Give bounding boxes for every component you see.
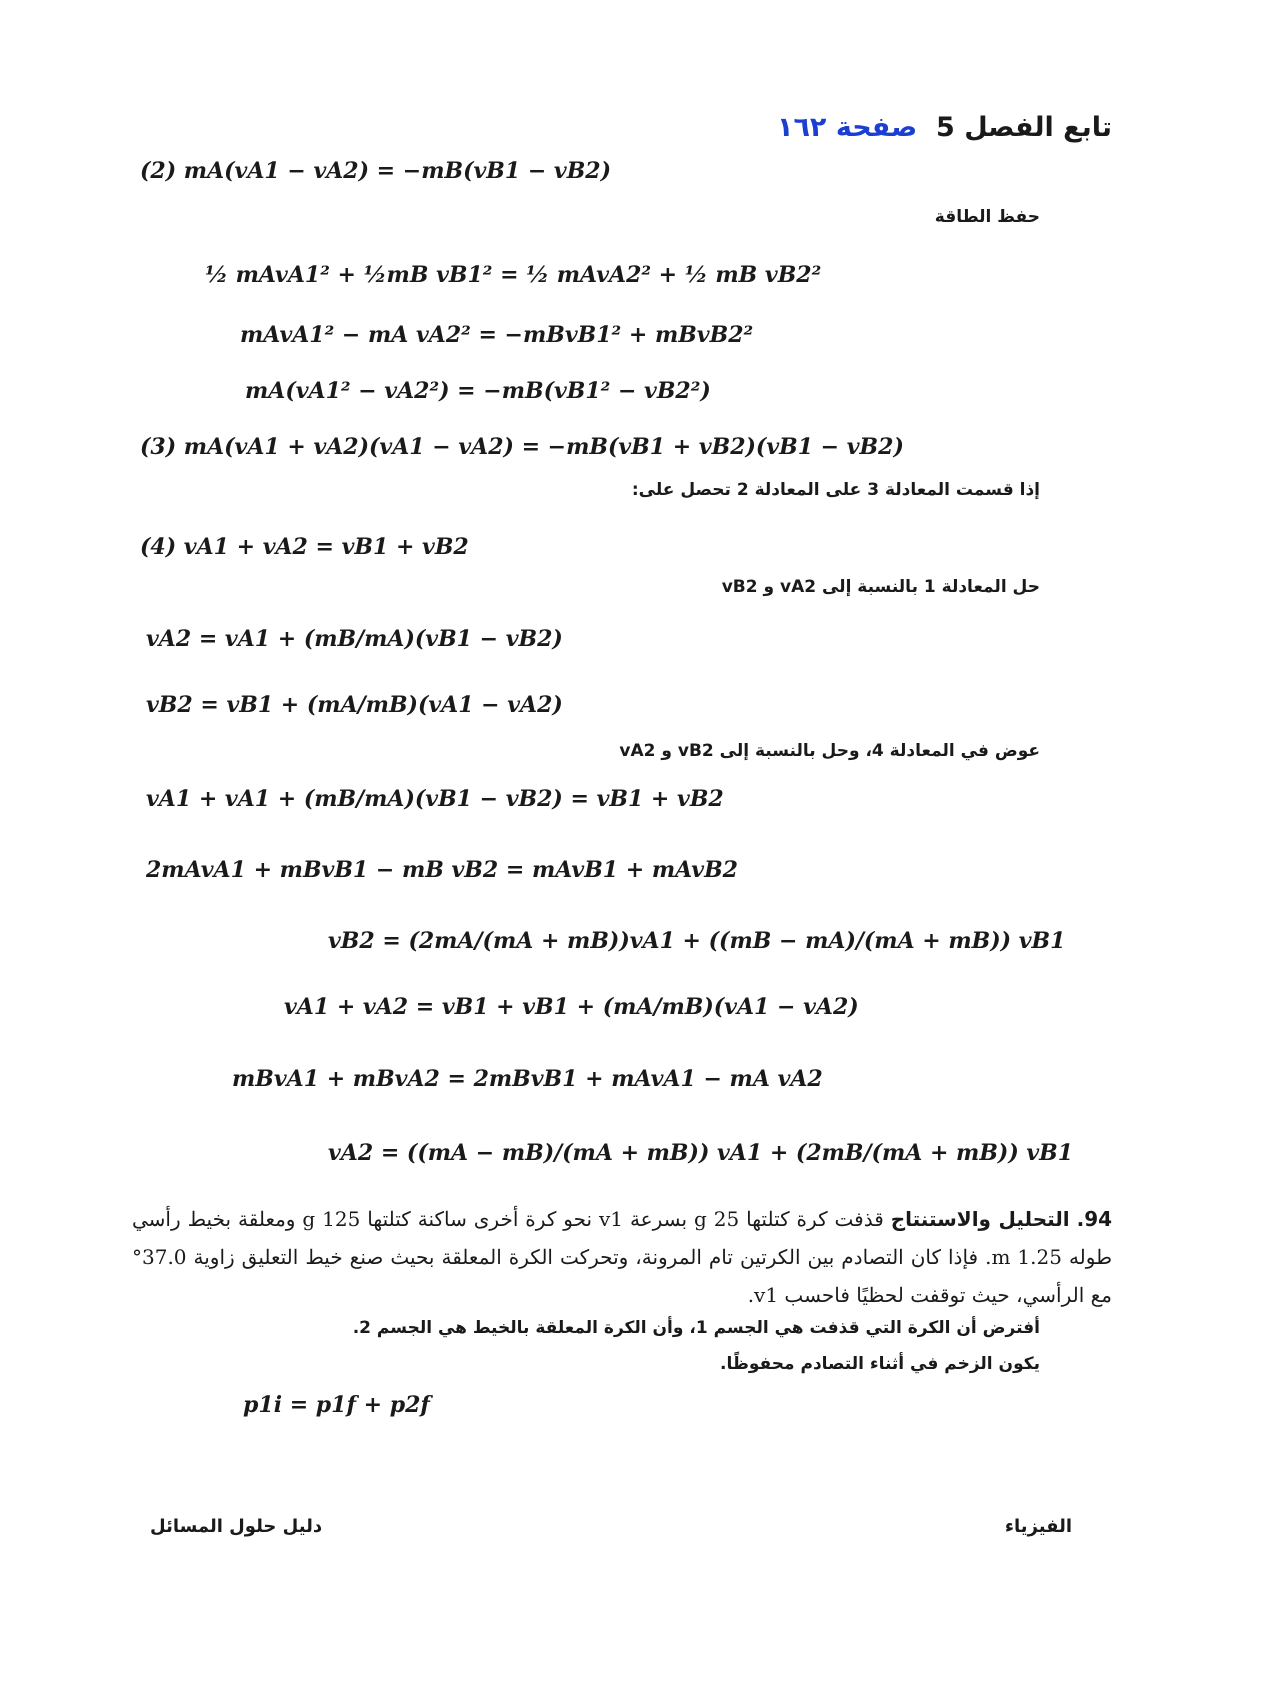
momentum-equation: p1i = p1f + p2f [243,1392,430,1418]
page-reference: صفحة ١٦٢ [776,112,918,143]
chapter-title: تابع الفصل 5 [936,112,1112,143]
result-vB2: vB2 = (2mA/(mA + mB))vA1 + ((mB − mA)/(mA + mB)) vB1 [328,928,1066,954]
energy-equation-1: ½ mAvA1² + ½mB vB1² = ½ mAvA2² + ½ mB vB2² [205,262,822,288]
substitution-3: vA1 + vA2 = vB1 + vB1 + (mA/mB)(vA1 − vA2) [284,994,859,1020]
equation-4: (4) vA1 + vA2 = vB1 + vB2 [140,534,469,560]
substitution-2: 2mAvA1 + mBvB1 − mB vB2 = mAvB1 + mAvB2 [146,857,738,883]
substitution-1: vA1 + vA1 + (mB/mA)(vB1 − vB2) = vB1 + vB2 [146,786,724,812]
problem-94 [132,1200,1112,1314]
problem-heading: التحليل والاستنتاج [890,1207,1070,1231]
footer-right: الفيزياء [1004,1516,1072,1537]
page-header [777,112,1112,143]
equation-3: (3) mA(vA1 + vA2)(vA1 − vA2) = −mB(vB1 + vB2)(vB1 − vB2) [140,434,904,460]
label-solve-eq1: حل المعادلة 1 بالنسبة إلى vA2 و vB2 [721,577,1040,597]
substitution-4: mBvA1 + mBvA2 = 2mBvB1 + mAvA1 − mA vA2 [232,1066,823,1092]
label-substitute: عوض في المعادلة 4، وحل بالنسبة إلى vB2 و vA2 [619,741,1040,761]
solve-vA2: vA2 = vA1 + (mB/mA)(vB1 − vB2) [146,626,563,652]
problem-momentum-note: يكون الزخم في أثناء التصادم محفوظًا. [720,1354,1040,1374]
label-divide: إذا قسمت المعادلة 3 على المعادلة 2 تحصل على: [631,480,1040,500]
energy-equation-2: mAvA1² − mA vA2² = −mBvB1² + mBvB2² [240,322,754,348]
footer-left: دليل حلول المسائل [150,1516,323,1537]
result-vA2: vA2 = ((mA − mB)/(mA + mB)) vA1 + (2mB/(mA + mB)) vB1 [328,1140,1074,1166]
energy-equation-3: mA(vA1² − vA2²) = −mB(vB1² − vB2²) [245,378,711,404]
problem-number: 94. [1076,1207,1113,1231]
problem-assumption: أفترض أن الكرة التي قذفت هي الجسم 1، وأن الكرة المعلقة بالخيط هي الجسم 2. [352,1318,1040,1338]
problem-text: قذفت كرة كتلتها 25 g بسرعة v1 نحو كرة أخرى ساكنة كتلتها 125 g ومعلقة بخيط رأسي طوله 1.25 m. فإذا كان التصادم بين الكرتين تام المرونة، وتحركت الكرة المعلقة بحيث صنع خيط التعليق زاوية 37.0° مع الرأسي، حيث توقفت لحظيًا فاحسب v1. [132,1207,1113,1307]
label-energy-conservation: حفظ الطاقة [934,207,1040,227]
equation-2: (2) mA(vA1 − vA2) = −mB(vB1 − vB2) [140,158,612,184]
solve-vB2: vB2 = vB1 + (mA/mB)(vA1 − vA2) [146,692,563,718]
